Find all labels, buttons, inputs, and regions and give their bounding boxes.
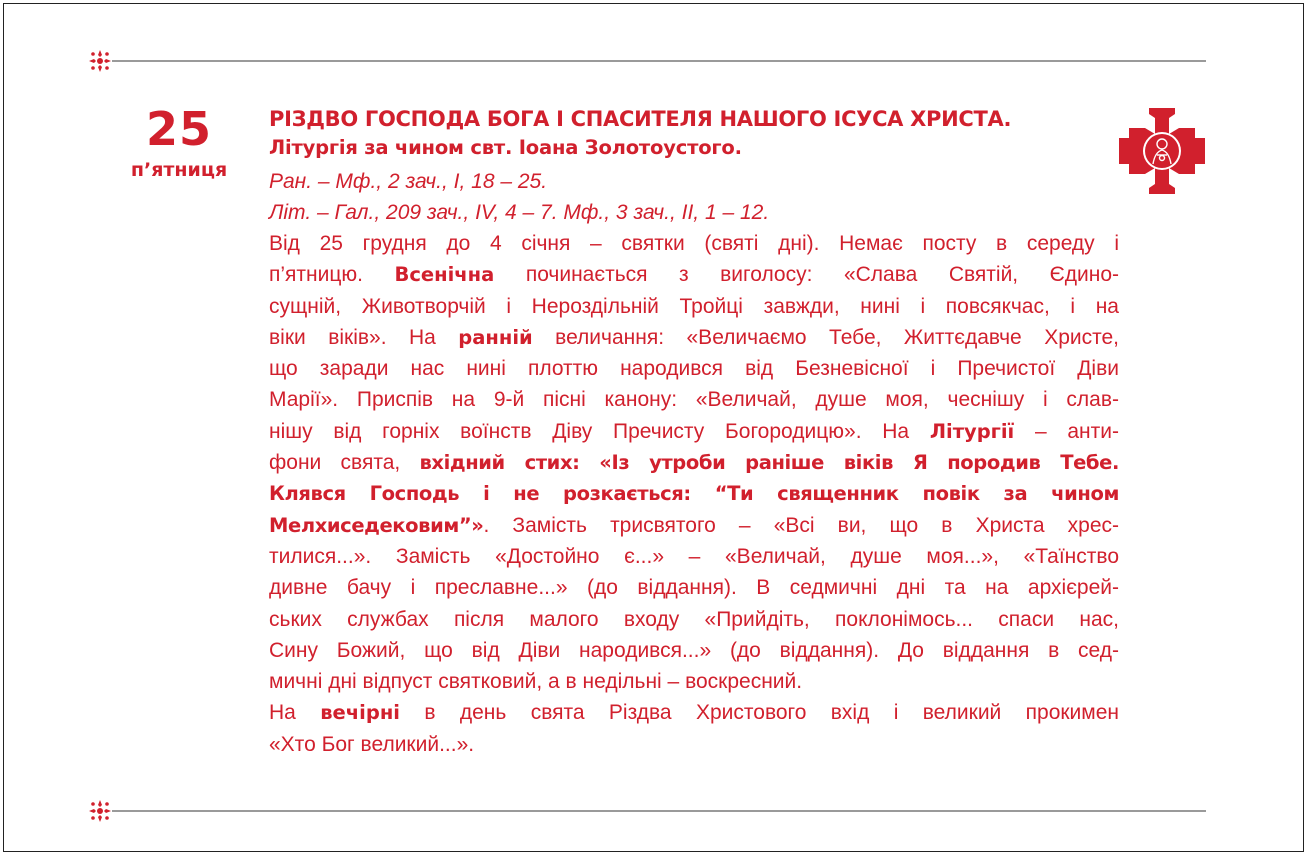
matins-term: ранній [458, 325, 533, 349]
ornament-cross-icon [88, 799, 112, 823]
body-line: Мелхиседековим”». Замість трисвятого – «Всі ви, що в Христа хрес- [269, 513, 1119, 537]
body-line: Від 25 грудня до 4 січня – святки (святі дні). Немає посту в середу і [269, 232, 1119, 255]
body-line: сущній, Животворчій і Нероздільній Тройці завжди, нині і повсякчас, і на [269, 294, 1119, 318]
body-line: Сину Божий, що від Діви народився...» (до віддання). До віддання в сед- [269, 638, 1119, 662]
page [3, 3, 1304, 852]
liturgy-subtitle: Літургія за чином свт. Іоана Золотоустого. [269, 136, 742, 159]
vespers-term: вечірні [320, 701, 400, 725]
body-line: віки віків». На ранній величання: «Величаємо Тебе, Життєдавче Христе, [269, 325, 1120, 349]
feast-title: РІЗДВО ГОСПОДА БОГА І СПАСИТЕЛЯ НАШОГО ІСУСА ХРИСТА. [269, 107, 1012, 131]
ornament-cross-icon [88, 49, 112, 73]
vigil-term: Всенічна [394, 263, 495, 287]
body-line: дивне бачу і преславне...» (до віддання). В седмичні дні та на архієрей- [269, 576, 1119, 600]
body-line: Марії». Приспів на 9-й пісні канону: «Величай, душе моя, чеснішу і слав- [269, 388, 1119, 412]
bottom-rule [88, 799, 1206, 823]
body-line: що заради нас нині плоттю народився від Безневісної і Пречистої Діви [269, 357, 1119, 381]
nativity-cross-emblem-icon [1119, 108, 1205, 194]
entrance-verse-cont: Клявся Господь і не розкається: “Ти священник повік за чином [269, 482, 1119, 506]
body-line: ських службах після малого входу «Прийдіть, поклонімось... спаси нас, [269, 607, 1119, 631]
body-line: тилися...». Замість «Достойно є...» – «Величай, душе моя...», «Таїнство [269, 544, 1119, 568]
entrance-verse: вхідний стих: «Із утроби раніше віків Я породив Тебе. [419, 451, 1119, 475]
body-line: п’ятницю. Всенічна починається з виголосу: «Слава Святій, Єдино- [269, 263, 1119, 287]
liturgy-term: Літургії [929, 419, 1015, 443]
body-line: мичні дні відпуст святковий, а в недільні – воскресний. [269, 670, 803, 694]
body-line: «Хто Бог великий...». [269, 732, 475, 756]
date-block [104, 104, 254, 182]
rubric-text [269, 228, 1119, 760]
weekday: п’ятниця [130, 159, 228, 181]
body-line: На вечірні в день свята Різдва Христового вхід і великий прокимен [269, 701, 1119, 725]
entry-content [269, 105, 1119, 760]
reading-matins: Ран. – Мф., 2 зач., І, 18 – 25. [269, 170, 548, 193]
date-number: 25 [145, 102, 212, 156]
divider-line [112, 810, 1206, 812]
reading-liturgy: Літ. – Гал., 209 зач., IV, 4 – 7. Мф., 3 зач., ІІ, 1 – 12. [269, 201, 770, 224]
top-rule [88, 49, 1206, 73]
body-line: нішу від горніх воїнств Діву Пречисту Богородицю». На Літургії – анти- [269, 419, 1119, 443]
body-line: фони свята, вхідний стих: «Із утроби раніше віків Я породив Тебе. [269, 451, 1119, 475]
divider-line [112, 60, 1206, 62]
